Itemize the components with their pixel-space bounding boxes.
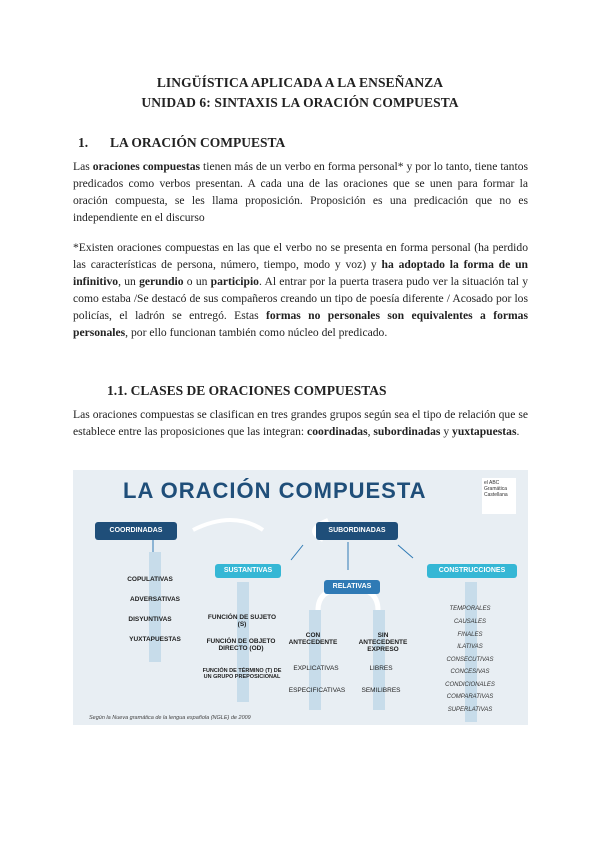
constr-item: CONCESIVAS: [450, 669, 490, 675]
constr-item: COMPARATIVAS: [446, 694, 494, 700]
sust-item: FUNCIÓN DE TÉRMINO (T) DE UN GRUPO PREPOSICIONAL: [202, 668, 282, 680]
text-run: Las oraciones compuestas se clasifican en tres grandes grupos según sea el tipo de relación que se establece entre las proposiciones que las integran:: [73, 408, 528, 438]
text-run: tienen más de un verbo en forma personal* y por lo tanto, tiene tantos predicados como verbos presentan. A cada una de las oraciones que se unen para formar la oración compuesta, se les llama proposición. Proposición es una predicación que no es independiente en el discurso: [73, 160, 529, 224]
rel-sin-antecedente-title: SIN ANTECEDENTE EXPRESO: [358, 632, 408, 653]
text-run: y: [440, 425, 453, 438]
text-run: o un: [183, 275, 211, 288]
section-heading: [78, 135, 285, 151]
rel-b-item: LIBRES: [369, 665, 393, 672]
text-run: , por ello funcionan también como núcleo del predicado.: [125, 326, 388, 339]
box-construcciones: CONSTRUCCIONES: [427, 564, 517, 578]
pillar-con-antecedente: [309, 610, 321, 710]
bold-term: gerundio: [139, 275, 184, 288]
paragraph-non-personal-forms: [73, 239, 528, 341]
text-run: *Existen oraciones compuestas en las que el verbo no se presenta en forma personal (ha perdido las características de persona, número, tiempo, modo y voz) y: [73, 241, 528, 271]
bold-term: formas no personales son equivalentes a formas personales: [73, 309, 528, 339]
bold-term: subordinadas: [373, 425, 441, 438]
constr-item: FINALES: [457, 632, 483, 638]
bold-term: ha adoptado la forma de un infinitivo: [73, 258, 528, 288]
constr-item: SUPERLATIVAS: [447, 707, 493, 713]
text-run: .: [516, 425, 520, 438]
text-run: , un: [118, 275, 140, 288]
constr-item: ILATIVAS: [457, 644, 483, 650]
coord-item: YUXTAPUESTAS: [129, 636, 181, 643]
box-sustantivas: SUSTANTIVAS: [215, 564, 281, 578]
rel-a-item: ESPECIFICATIVAS: [288, 687, 346, 694]
box-relativas: RELATIVAS: [324, 580, 380, 594]
pillar-construcciones: [465, 582, 477, 722]
course-title: LINGÜÍSTICA APLICADA A LA ENSEÑANZA: [156, 75, 444, 90]
section-number: 1.: [78, 135, 89, 150]
bold-term: yuxtapuestas: [452, 425, 517, 438]
coord-item: DISYUNTIVAS: [128, 616, 172, 623]
bold-term: oraciones compuestas: [92, 160, 201, 173]
coord-item: COPULATIVAS: [127, 576, 173, 583]
coord-item: ADVERSATIVAS: [130, 596, 180, 603]
sust-item: FUNCIÓN DE OBJETO DIRECTO (OD): [206, 638, 276, 652]
diagram-oracion-compuesta: [73, 470, 528, 725]
paragraph-definition: [73, 158, 528, 226]
paragraph-classes: [73, 406, 528, 440]
sust-item: FUNCIÓN DE SUJETO (S): [207, 614, 277, 628]
rel-con-antecedente-title: CON ANTECEDENTE: [288, 632, 338, 646]
box-coordinadas: COORDINADAS: [95, 522, 177, 540]
constr-item: TEMPORALES: [449, 606, 491, 612]
pillar-coordinadas: [149, 552, 161, 662]
publisher-logo: el ABC Gramática Castellana: [482, 478, 516, 514]
section-title: LA ORACIÓN COMPUESTA: [110, 135, 286, 150]
constr-item: CONDICIONALES: [445, 682, 495, 688]
bold-term: participio: [210, 275, 259, 288]
diagram-footnote: Según la Nueva gramática de la lengua española (NGLE) de 2009: [89, 715, 251, 721]
constr-item: CAUSALES: [453, 619, 486, 625]
pillar-sin-antecedente: [373, 610, 385, 710]
text-run: . Al entrar por la puerta trasera pudo ver la situación tal y como estaba /Se destacó de sus compañeros creando un tipo de poesía diferente / Acosado por los policías, el ladrón se entregó. Estas: [73, 275, 528, 322]
constr-item: CONSECUTIVAS: [446, 657, 494, 663]
unit-title: UNIDAD 6: SINTAXIS LA ORACIÓN COMPUESTA: [141, 95, 459, 110]
rel-a-item: EXPLICATIVAS: [293, 665, 339, 672]
bold-term: coordinadas: [307, 425, 368, 438]
rel-b-item: SEMILIBRES: [361, 687, 401, 694]
diagram-title: LA ORACIÓN COMPUESTA: [123, 478, 427, 503]
box-subordinadas: SUBORDINADAS: [316, 522, 398, 540]
text-run: ,: [367, 425, 374, 438]
text-run: Las: [73, 160, 93, 173]
subsection-heading: 1.1. CLASES DE ORACIONES COMPUESTAS: [107, 383, 387, 398]
